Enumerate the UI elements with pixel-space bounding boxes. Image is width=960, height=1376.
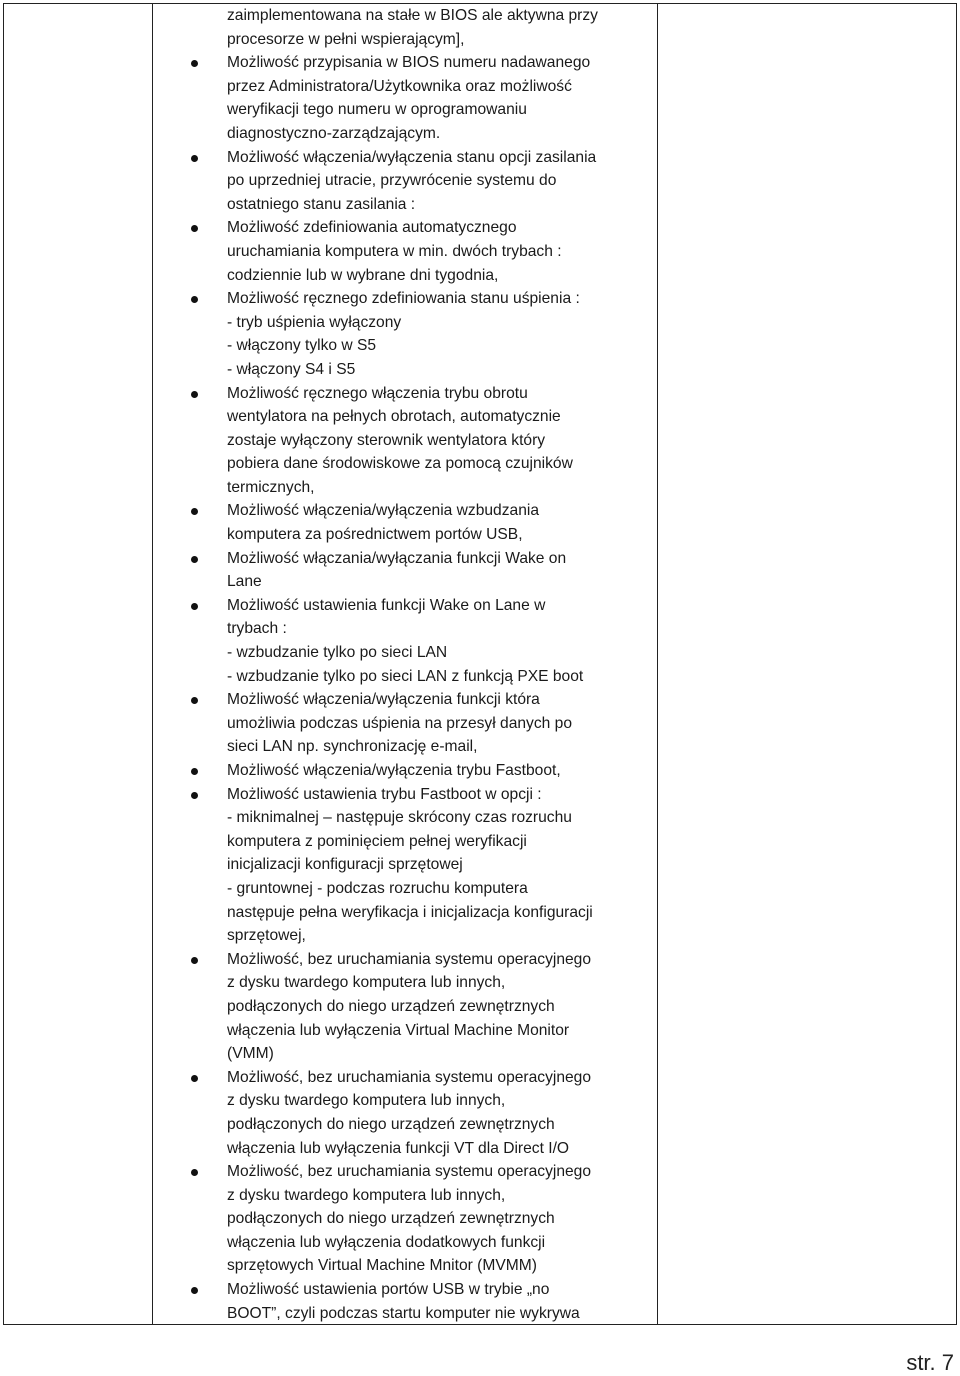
line-text: sprzętowych Virtual Machine Mnitor (MVMM) xyxy=(227,1257,537,1275)
bullet-icon xyxy=(191,556,198,563)
line-text: podłączonych do niego urządzeń zewnętrznych xyxy=(227,1210,555,1228)
text-line xyxy=(227,1254,655,1278)
line-text: po uprzedniej utracie, przywrócenie systemu do xyxy=(227,172,557,190)
line-text: następuje pełna weryfikacja i inicjalizacja konfiguracji xyxy=(227,903,593,921)
bullet-icon xyxy=(191,603,198,610)
text-line xyxy=(227,1113,655,1137)
line-text: weryfikacji tego numeru w oprogramowaniu xyxy=(227,101,527,119)
line-text: wentylatora na pełnych obrotach, automatycznie xyxy=(227,408,561,426)
text-line xyxy=(227,924,655,948)
line-text: Możliwość włączenia/wyłączenia trybu Fastboot, xyxy=(227,762,561,779)
line-text: Możliwość włączenia/wyłączenia wzbudzania xyxy=(227,502,540,520)
text-line xyxy=(227,712,655,736)
line-text: codziennie lub w wybrane dni tygodnia, xyxy=(227,266,499,284)
line-text: (VMM) xyxy=(227,1045,274,1063)
text-line xyxy=(227,452,655,476)
line-text: komputera za pośrednictwem portów USB, xyxy=(227,526,523,544)
bullet-list-item-line xyxy=(227,1278,655,1302)
text-line xyxy=(227,901,655,925)
bullet-icon xyxy=(191,1075,198,1082)
line-text: Możliwość, bez uruchamiania systemu operacyjnego xyxy=(227,1068,592,1086)
line-text: komputera z pominięciem pełnej weryfikacji xyxy=(227,832,527,850)
line-text: Możliwość ręcznego zdefiniowania stanu uśpienia : xyxy=(227,290,580,308)
line-text: - włączony tylko w S5 xyxy=(227,337,377,355)
text-line xyxy=(227,1207,655,1231)
text-line xyxy=(227,853,655,877)
text-line xyxy=(227,28,655,52)
text-line xyxy=(227,617,655,641)
bullet-list-item-line xyxy=(227,783,655,807)
line-text: procesorze w pełni wspierającym], xyxy=(227,30,465,48)
text-line xyxy=(227,806,655,830)
page-number: str. 7 xyxy=(906,1350,954,1375)
line-text: - tryb uśpienia wyłączony xyxy=(227,313,402,331)
text-line xyxy=(227,98,655,122)
text-line xyxy=(227,877,655,901)
line-text: Możliwość ręcznego włączenia trybu obrotu xyxy=(227,384,528,402)
text-line xyxy=(227,169,655,193)
line-text: podłączonych do niego urządzeń zewnętrznych xyxy=(227,997,555,1015)
line-text: Możliwość ustawienia funkcji Wake on Lane w xyxy=(227,596,546,614)
text-line xyxy=(227,4,655,28)
line-text: włączenia lub wyłączenia Virtual Machine Monitor xyxy=(227,1021,570,1039)
bullet-icon xyxy=(191,768,198,775)
line-text: Możliwość włączenia/wyłączenia funkcji która xyxy=(227,691,540,709)
bullet-list-item-line xyxy=(227,948,655,972)
line-text: umożliwia podczas uśpienia na przesył danych po xyxy=(227,714,572,732)
line-text: trybach : xyxy=(227,620,287,638)
line-text: Możliwość ustawienia portów USB w trybie „no xyxy=(227,1281,550,1299)
line-text: Możliwość zdefiniowania automatycznego xyxy=(227,219,517,237)
bullet-icon xyxy=(191,155,198,162)
text-line xyxy=(227,665,655,689)
line-text: - wzbudzanie tylko po sieci LAN z funkcją PXE boot xyxy=(227,667,584,685)
text-line xyxy=(227,240,655,264)
line-text: Lane xyxy=(227,573,262,591)
line-text: Możliwość ustawienia trybu Fastboot w opcji : xyxy=(227,785,542,803)
text-line xyxy=(227,122,655,146)
line-text: ostatniego stanu zasilania : xyxy=(227,195,416,213)
line-text: - miknimalnej – następuje skrócony czas rozruchu xyxy=(227,809,572,827)
table-column-divider-left xyxy=(152,3,153,1325)
text-line xyxy=(227,405,655,429)
line-text: - gruntownej - podczas rozruchu komputera xyxy=(227,879,528,897)
bullet-list-item-line xyxy=(227,216,655,240)
line-text: Możliwość przypisania w BIOS numeru nadawanego xyxy=(227,54,591,72)
text-line xyxy=(227,1042,655,1066)
line-text: Możliwość, bez uruchamiania systemu operacyjnego xyxy=(227,950,592,968)
line-text: sprzętowej, xyxy=(227,927,306,945)
line-text: zaimplementowana na stałe w BIOS ale aktywna przy xyxy=(227,7,598,24)
line-text: termicznych, xyxy=(227,478,315,496)
line-text: włączenia lub wyłączenia dodatkowych funkcji xyxy=(227,1233,546,1251)
line-text: sieci LAN np. synchronizację e-mail, xyxy=(227,738,478,756)
text-line xyxy=(227,735,655,759)
text-line xyxy=(227,429,655,453)
line-text: podłączonych do niego urządzeń zewnętrznych xyxy=(227,1115,555,1133)
line-text: diagnostyczno-zarządzającym. xyxy=(227,124,441,142)
text-line xyxy=(227,75,655,99)
line-text: zostaje wyłączony sterownik wentylatora który xyxy=(227,431,546,449)
text-line xyxy=(227,523,655,547)
bullet-icon xyxy=(191,1287,198,1294)
line-text: - włączony S4 i S5 xyxy=(227,360,356,378)
text-line xyxy=(227,971,655,995)
bullet-list-item-line xyxy=(227,688,655,712)
text-line xyxy=(227,570,655,594)
line-text: włączenia lub wyłączenia funkcji VT dla Direct I/O xyxy=(227,1139,570,1157)
line-text: Możliwość włączenia/wyłączenia stanu opcji zasilania xyxy=(227,148,597,166)
text-line xyxy=(227,1184,655,1208)
bullet-list-item-line xyxy=(227,51,655,75)
bullet-list-item-line xyxy=(227,146,655,170)
line-text: BOOT”, czyli podczas startu komputer nie wykrywa xyxy=(227,1304,580,1322)
bullet-list-item-line xyxy=(227,499,655,523)
bullet-icon xyxy=(191,792,198,799)
line-text: przez Administratora/Użytkownika oraz możliwość xyxy=(227,77,572,95)
text-line xyxy=(227,311,655,335)
bullet-list-item-line xyxy=(227,759,655,783)
line-text: z dysku twardego komputera lub innych, xyxy=(227,1186,506,1204)
line-text: Możliwość, bez uruchamiania systemu operacyjnego xyxy=(227,1163,592,1181)
line-text: uruchamiania komputera w min. dwóch trybach : xyxy=(227,242,562,260)
text-line xyxy=(227,995,655,1019)
text-line xyxy=(227,476,655,500)
text-line xyxy=(227,1019,655,1043)
bullet-icon xyxy=(191,391,198,398)
text-line xyxy=(227,641,655,665)
text-line xyxy=(227,334,655,358)
bullet-list-item-line xyxy=(227,594,655,618)
bullet-list-item-line xyxy=(227,287,655,311)
bullet-list-item-line xyxy=(227,547,655,571)
line-text: Możliwość włączania/wyłączania funkcji Wake on xyxy=(227,549,567,567)
text-line xyxy=(227,264,655,288)
table-column-divider-right xyxy=(657,3,658,1325)
text-line xyxy=(227,1089,655,1113)
text-line xyxy=(227,1231,655,1255)
bullet-list-item-line xyxy=(227,1066,655,1090)
text-line xyxy=(227,358,655,382)
text-line xyxy=(227,1137,655,1161)
bullet-icon xyxy=(191,957,198,964)
bullet-list-item-line xyxy=(227,1160,655,1184)
text-line xyxy=(227,193,655,217)
text-line xyxy=(227,1302,655,1326)
line-text: - wzbudzanie tylko po sieci LAN xyxy=(227,644,448,662)
line-text: pobiera dane środowiskowe za pomocą czujników xyxy=(227,455,573,473)
specification-cell xyxy=(227,4,655,1325)
line-text: z dysku twardego komputera lub innych, xyxy=(227,1092,506,1110)
bullet-list-item-line xyxy=(227,382,655,406)
line-text: inicjalizacji konfiguracji sprzętowej xyxy=(227,856,463,874)
text-line xyxy=(227,830,655,854)
line-text: z dysku twardego komputera lub innych, xyxy=(227,974,506,992)
